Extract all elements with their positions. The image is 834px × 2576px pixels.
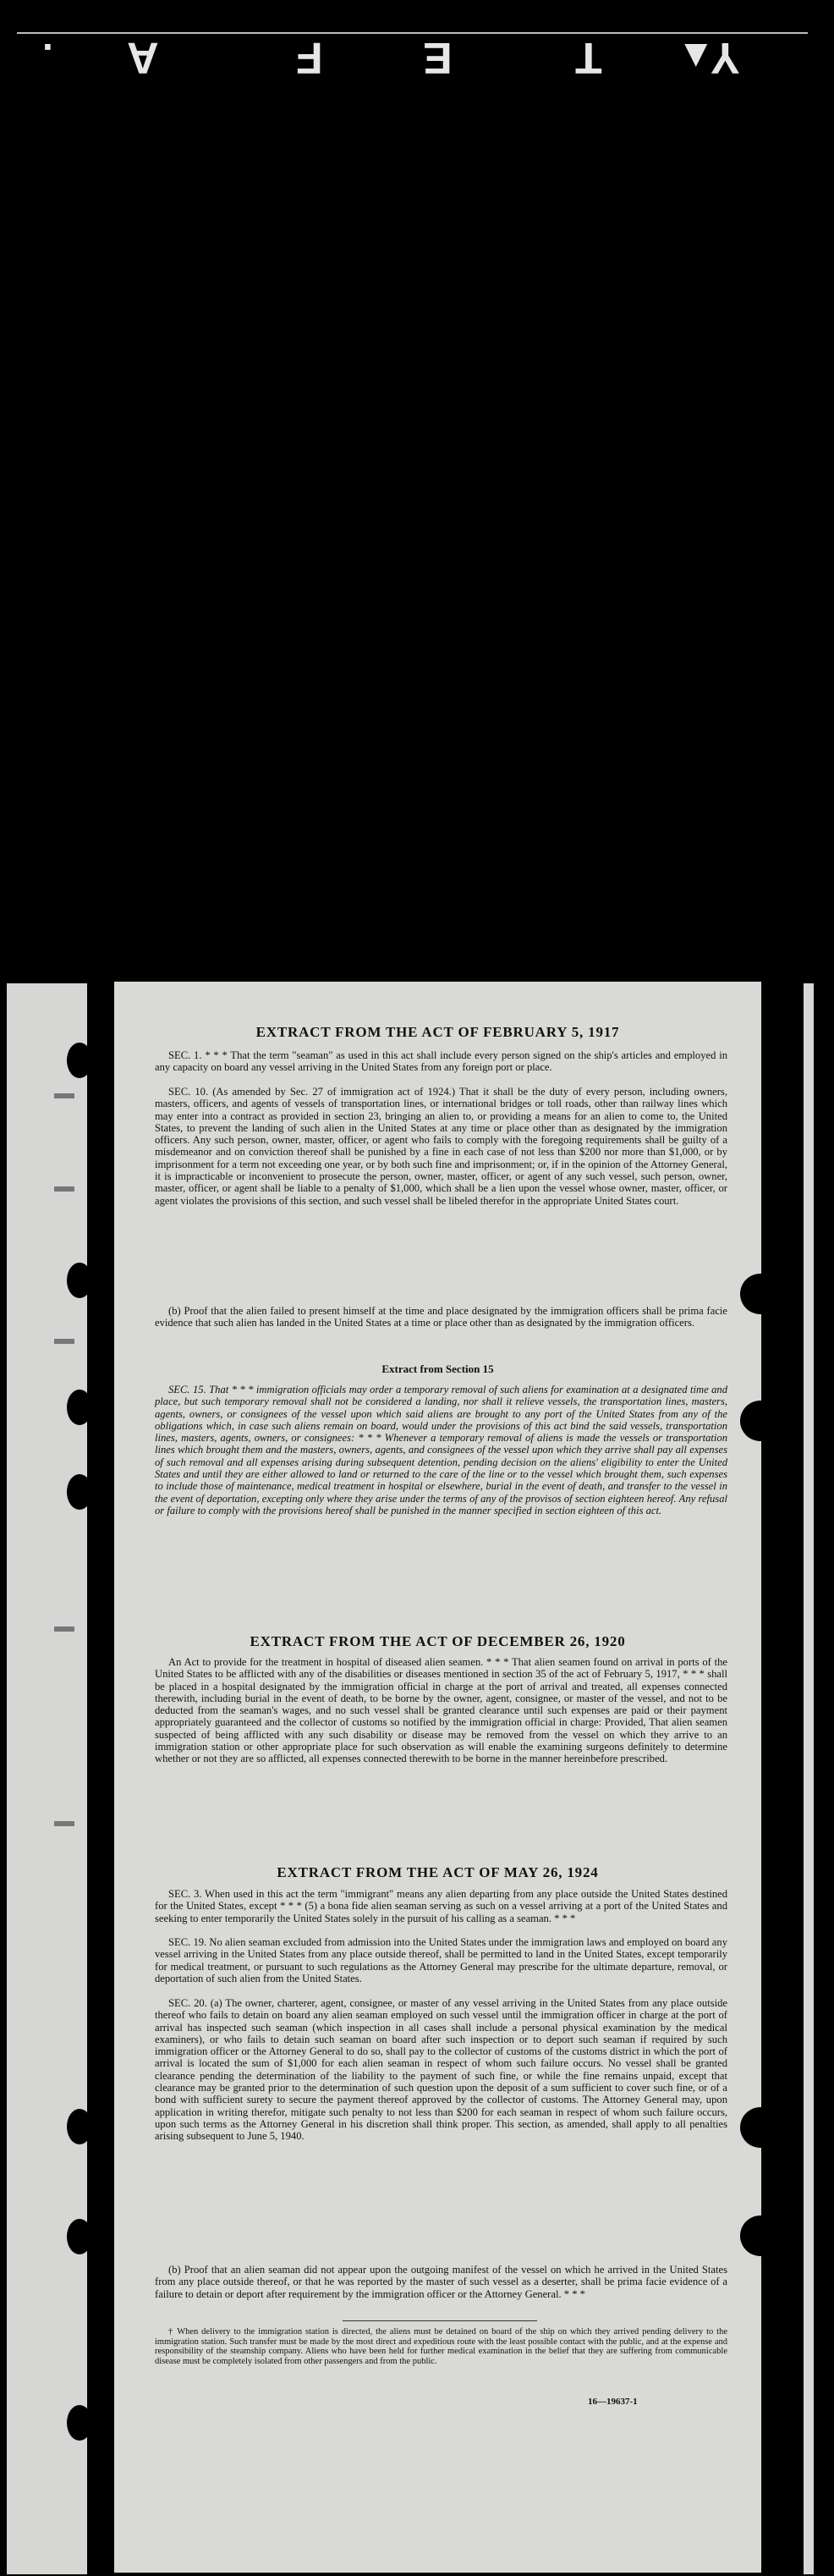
punch-hole-icon xyxy=(67,2109,87,2144)
safety-banner-letter-e: E xyxy=(423,33,453,82)
scan-mark xyxy=(54,1093,74,1098)
paragraph-sec-19: SEC. 19. No alien seaman excluded from admission into the United States under the immigration laws and employed on board any vessel arriving in the United States from any place outside thereof, shall be permitted to land in the United States, except temporarily for medical treatment, or pursuant to such regulations as the Attorney General may prescribe for the ultimate departure, removal, or deportation of such alien from the United States. xyxy=(155,1936,727,1984)
punch-hole-icon xyxy=(67,1390,87,1425)
section-title-1924: EXTRACT FROM THE ACT OF MAY 26, 1924 xyxy=(277,1864,599,1880)
scan-mark xyxy=(54,1627,74,1632)
faint-bleedthrough-area xyxy=(182,2532,727,2549)
punch-hole-icon xyxy=(67,1043,87,1078)
safety-banner-letter-y: Y xyxy=(711,33,740,82)
paragraph-act-1920: An Act to provide for the treatment in hospital of diseased alien seamen. * * * That alien seamen found on arrival in ports of the United States to be afflicted with any of the disabilities or diseases mentioned in section 35 of the act of February 5, 1917, * * * shall be placed in a hospital designated by the immigration official in charge at the port of arrival and treated, all expenses connected therewith, including burial in the event of death, to be borne by the owner, agent, consignee, or master of the vessel, and not to be deducted from the seaman's wages, and no such vessel shall be granted clearance until such expenses are paid or their payment appropriately guaranteed and the collector of customs so notified by the immigration official in charge: Provided, That alien seamen suspected of being afflicted with any such disability or disease may be removed from the vessel on which they arrive to an immigration station or other appropriate place for such observation as will enable the examining surgeons definitely to determine whether or not they are so afflicted, all expenses connected therewith to be borne in the manner hereinbefore prescribed. xyxy=(155,1656,727,1765)
safety-banner-letter-f: F xyxy=(296,33,323,82)
adjacent-page-edge xyxy=(804,983,814,2574)
punch-hole-icon xyxy=(740,1274,761,1314)
adjacent-page-strip xyxy=(7,983,87,2574)
punch-hole-icon xyxy=(740,2107,761,2148)
paragraph-sec-15: SEC. 15. That * * * immigration officials may order a temporary removal of such aliens for examination at a designated time and place, but such temporary removal shall not be considered a landing, nor shall it relieve vessels, the transportation lines, masters, agents, owners, or consignees of the vessel upon which said aliens are brought to any port of the United States from any of the obligations which, in case such aliens remain on board, would under the provisions of this act bind the said vessels, transportation lines, masters, agents, owners, or consignees: * * * Whenever a temporary removal of aliens is made the vessels or transportation lines which brought them and the masters, owners, agents, and consignees of the vessel upon which they arrive shall pay all expenses of such removal and all expenses arising during subsequent detention, pending decision on the aliens' eligibility to enter the United States and until they are either allowed to land or returned to the care of the line or to the vessel which brought them, such expenses to include those of maintenance, medical treatment in hospital or elsewhere, burial in the event of death, and transfer to the vessel in the event of deportation, excepting only where they arise under the terms of any of the provisos of section eighteen hereof. Any refusal or failure to comply with the provisions hereof shall be punished in the manner specified in section eighteen of this act. xyxy=(155,1384,727,1516)
punch-hole-icon xyxy=(67,1263,87,1298)
section-title-1917: EXTRACT FROM THE ACT OF FEBRUARY 5, 1917 xyxy=(255,1024,620,1040)
paragraph-sec-20-b: (b) Proof that an alien seaman did not appear upon the outgoing manifest of the vessel on which he arrived in the United States from any place outside thereof, or that he was reported by the master of such vessel as a deserter, shall be prima facie evidence of a failure to detain or deport after requirement by the immigration officer or the Attorney General. * * * xyxy=(155,2264,727,2300)
form-number: 16—19637-1 xyxy=(588,2397,638,2407)
punch-hole-icon xyxy=(67,2219,87,2254)
safety-banner-letter-a: A xyxy=(127,33,159,82)
punch-hole-icon xyxy=(740,2215,761,2256)
punch-hole-icon xyxy=(740,1401,761,1441)
paragraph-sec-1: SEC. 1. * * * That the term "seaman" as used in this act shall include every person signed on the ship's articles and employed in any capacity on board any vessel arriving in the United States from any foreign port or place. xyxy=(155,1049,727,1074)
safety-banner-dot: . xyxy=(42,36,53,80)
safety-banner xyxy=(34,34,812,85)
document-page xyxy=(114,982,761,2573)
scan-mark xyxy=(54,1339,74,1344)
scan-mark xyxy=(54,1186,74,1192)
punch-hole-icon xyxy=(67,1474,87,1510)
paragraph-sec-20: SEC. 20. (a) The owner, charterer, agent, consignee, or master of any vessel arriving in the United States from any place outside thereof who fails to detain on board any alien seaman employed on such vessel until the immigration officer in charge at the port of arrival has inspected such seaman (which inspection in all cases shall include a personal physical examination by the medical examiners), or who fails to detain such seaman on board after such inspection or to deport such seaman if required by such immigration officer or the Attorney General to do so, shall pay to the collector of customs of the customs district in which the port of arrival is located the sum of $1,000 for each alien seaman in respect of whom such failure occurs. No vessel shall be granted clearance pending the determination of the liability to the payment of such fine, or while the fine remains unpaid, except that clearance may be granted prior to the determination of such question upon the deposit of a sum sufficient to cover such fine, or of a bond with sufficient surety to secure the payment thereof approved by the collector of customs. The Attorney General may, upon application in writing therefor, mitigate such penalty to not less than $200 for each seaman in respect of whom such failure occurs, upon such terms as the Attorney General in his discretion shall think proper. This section, as amended, shall apply to all penalties arising subsequent to June 5, 1940. xyxy=(155,1997,727,2143)
footnote-rule xyxy=(343,2320,537,2321)
safety-banner-triangle-icon: ▲ xyxy=(677,36,716,80)
punch-hole-icon xyxy=(67,2405,87,2441)
subtitle-section-15: Extract from Section 15 xyxy=(381,1362,494,1375)
scan-mark xyxy=(54,1821,74,1826)
footnote: † When delivery to the immigration station is directed, the aliens must be detained on board of the ship on which they arrived pending delivery to the immigration station. Such transfer must be made by the most direct and expeditious route with the least possible contact with the public, and at the expense and responsibility of the steamship company. Aliens who have been held for further medical examination in the belief that they are suffering from communicable disease must be completely isolated from other passengers and from the public. xyxy=(155,2327,727,2366)
safety-banner-letter-t: T xyxy=(575,33,602,82)
paragraph-sec-10-b: (b) Proof that the alien failed to present himself at the time and place designated by the immigration officers shall be prima facie evidence that such alien has landed in the United States at a time or place other than as designated by the immigration officers. xyxy=(155,1305,727,1329)
section-title-1920: EXTRACT FROM THE ACT OF DECEMBER 26, 1920 xyxy=(250,1633,626,1649)
paragraph-sec-10: SEC. 10. (As amended by Sec. 27 of immigration act of 1924.) That it shall be the duty of every person, including owners, masters, officers, and agents of vessels of transportation lines, or international bridges or toll roads, other than railway lines which may enter into a contract as provided in section 23, bringing an alien to, or providing a means for an alien to come to, the United States, to prevent the landing of such alien in the United States at any time or place other than as designated by the immigration officers. Any such person, owner, master, officer, or agent who fails to comply with the foregoing requirements shall be guilty of a misdemeanor and on conviction thereof shall be punished by a fine in each case of not less than $200 nor more than $1,000, or by imprisonment for a term not exceeding one year, or by both such fine and imprisonment; or, if in the opinion of the Attorney General, it is impracticable or inconvenient to prosecute the person, owner, master, officer, or agent of any such vessel, such person, owner, master, officer, or agent shall be liable to a penalty of $1,000, which shall be a lien upon the vessel whose owner, master, officer, or agent violates the provisions of this section, and such vessel shall be libeled therefor in the appropriate United States court. xyxy=(155,1086,727,1207)
paragraph-sec-3: SEC. 3. When used in this act the term "immigrant" means any alien departing from any place outside the United States destined for the United States, except * * * (5) a bona fide alien seaman serving as such on a vessel arriving at a port of the United States and seeking to enter temporarily the United States solely in the pursuit of his calling as a seaman. * * * xyxy=(155,1888,727,1924)
